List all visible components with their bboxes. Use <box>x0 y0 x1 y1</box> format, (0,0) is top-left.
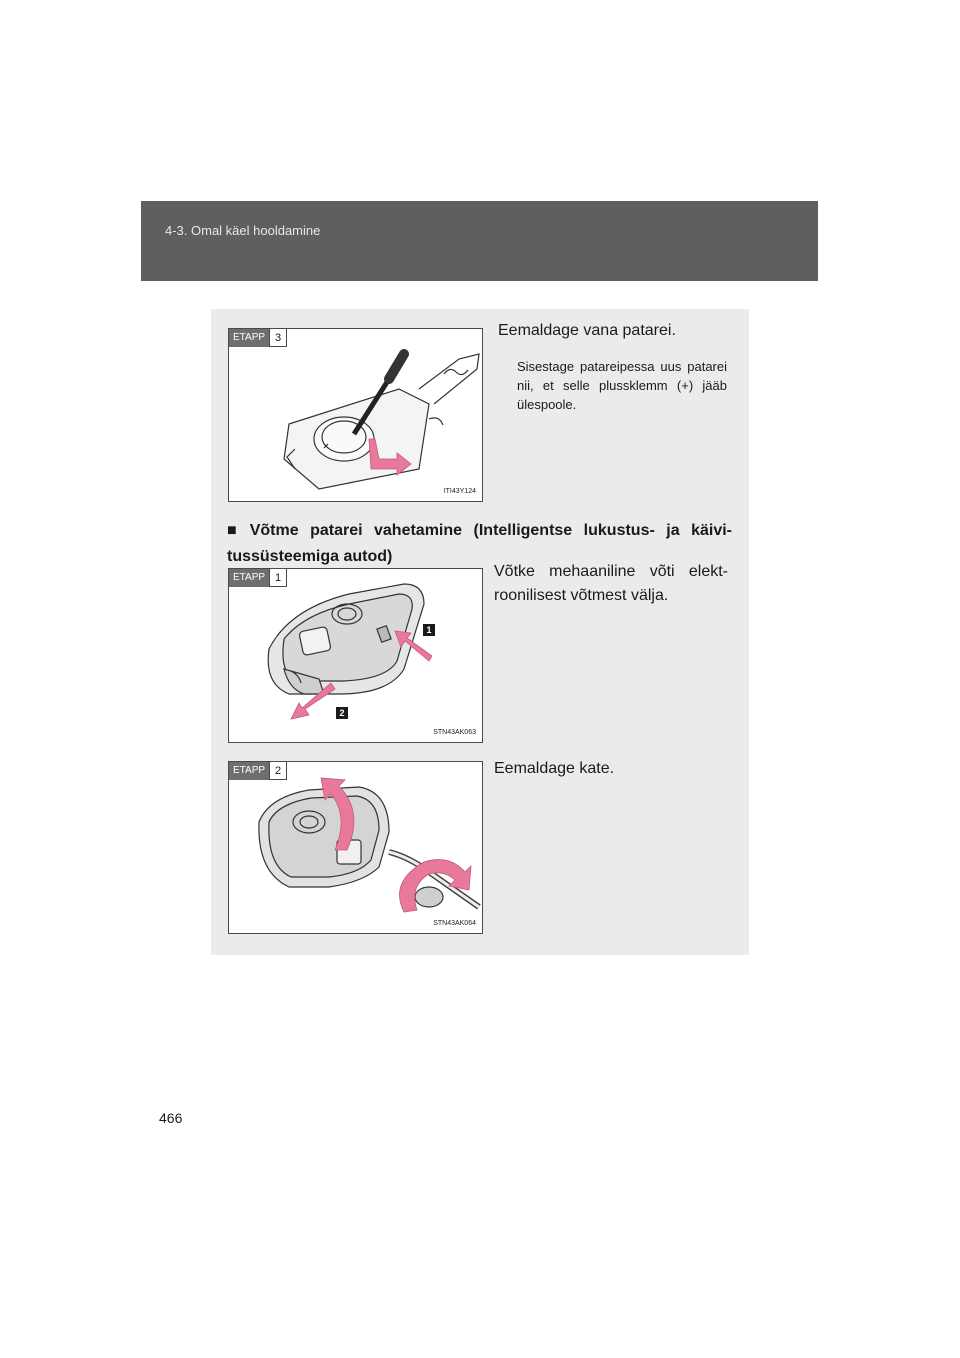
step-3-note: Sisestage patareipessa uus patarei nii, et selle plussklemm (+) jääb ülespoole. <box>517 359 727 412</box>
chapter-header-band <box>141 201 818 281</box>
etapp-number: 1 <box>269 569 287 587</box>
chapter-title: 4-3. Omal käel hooldamine <box>165 223 321 238</box>
figure-step-2-remove-cover <box>228 761 483 934</box>
etapp-number: 3 <box>269 329 287 347</box>
etapp-number: 2 <box>269 762 287 780</box>
callout-1-label: 1 <box>426 625 432 635</box>
step-2-instruction: Eemaldage kate. <box>494 760 615 777</box>
figure-step-1-remove-mechanical-key <box>228 568 483 743</box>
step-1-instruction: Võtke mehaaniline võti elekt-roonilisest võtmest välja. <box>494 563 728 604</box>
etapp-label: ETAPP <box>229 329 269 347</box>
figure-code: STN43AK063 <box>433 729 476 736</box>
key-cover-illustration <box>229 762 483 934</box>
etapp-label: ETAPP <box>229 762 269 780</box>
key-battery-illustration <box>229 329 483 502</box>
page-number: 466 <box>159 1110 183 1126</box>
callout-2-label: 2 <box>339 708 345 718</box>
step-3-instruction: Eemaldage vana patarei. <box>498 322 676 339</box>
figure-step-3-remove-battery <box>228 328 483 502</box>
square-bullet-icon: ■ <box>227 522 244 539</box>
smart-key-illustration <box>229 569 483 743</box>
figure-code: STN43AK064 <box>433 920 476 927</box>
section-heading-text: Võtme patarei vahetamine (Intelligentse lukustus- ja käivi-tussüsteemiga autod) <box>227 522 732 565</box>
figure-code: ITI43Y124 <box>443 488 476 495</box>
etapp-label: ETAPP <box>229 569 269 587</box>
